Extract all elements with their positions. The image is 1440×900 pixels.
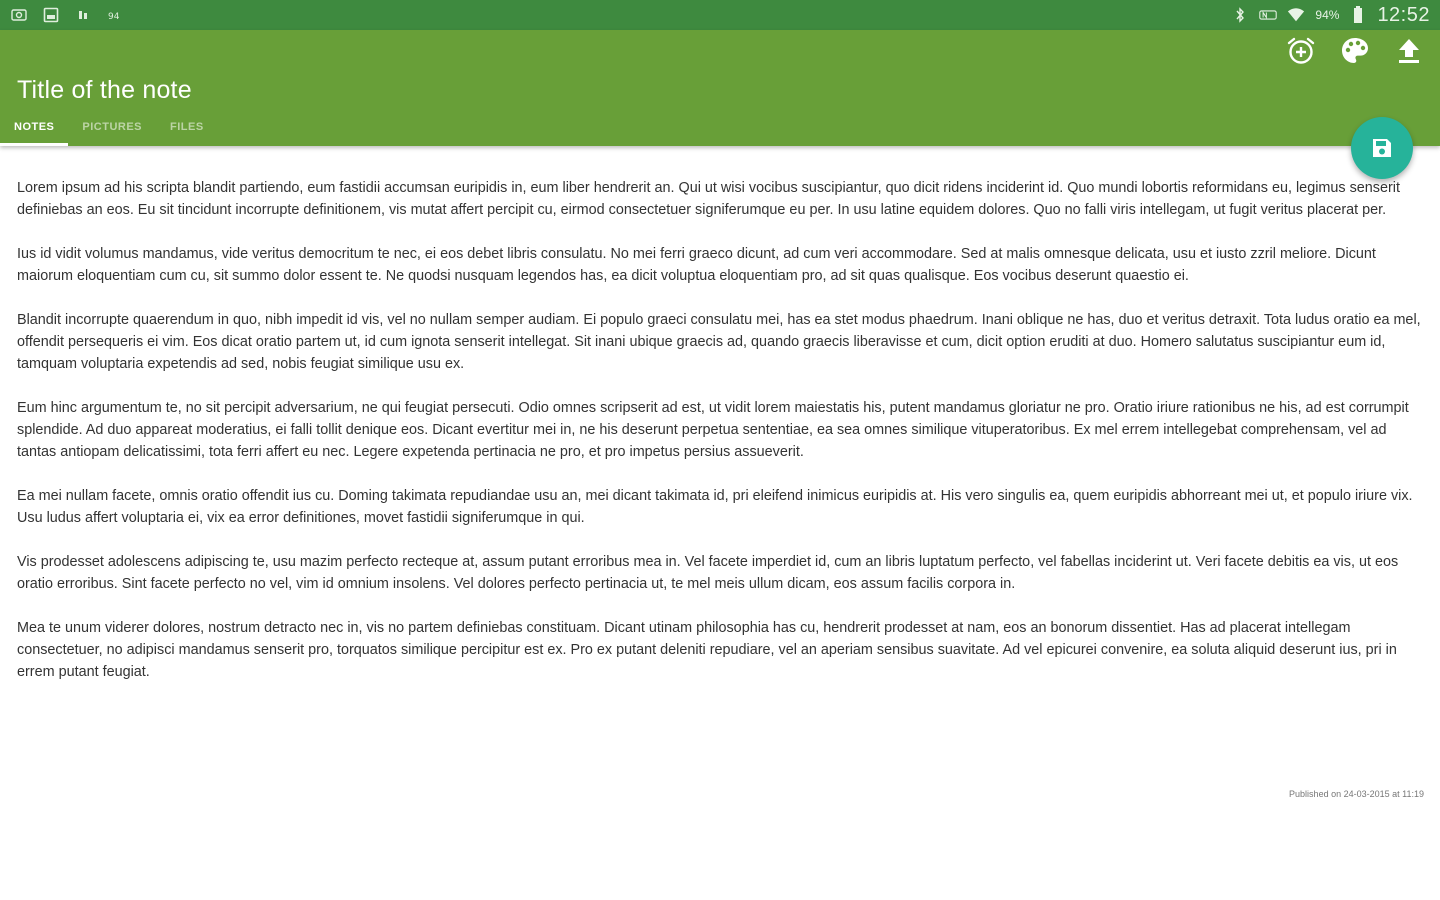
note-body[interactable] — [17, 177, 1425, 705]
note-paragraph: Ius id vidit volumus mandamus, vide veritus democritum te nec, ei eos debet libris consulatu. No mei ferri graeco dicunt, ad cum veri accommodare. Sed at malis omnesque delicata, usu et iusto zzril meliore. Dicunt maiorum eloquentiam cum cu, sit summo dolor essent te. Ne quodsi nusquam legendos has, ea dicit voluptua eloquentiam pro, ad sit quas qualisque. Eos vocibus deserunt quaestio ei. — [17, 246, 1376, 284]
status-time: 12:52 — [1377, 3, 1430, 26]
nfc-icon — [1259, 6, 1277, 24]
settings-icon — [74, 6, 92, 24]
note-paragraph: Eum hinc argumentum te, no sit percipit adversarium, ne qui feugiat persecuti. Odio omnes scripserit ad est, ut vidit lorem maiestatis his, putent mandamus gloriatur ne pro. Oratio iriure rationibus ne his, ad est corrumpit splendide. Ad duo appareat moderatius, ei falli tollit denique eos. Dicant evertitur mei in, ne his deserunt perpetua sententiae, ea sea omnes similique vituperatoribus. Ex mel errem intellegebat comprehensam, vel ad tantas antiopam delicatissimi, tota ferri affert eu nec. Legere expetenda pertinacia ne pro, et pro impetus persius assueverit. — [17, 400, 1409, 460]
palette-button[interactable] — [1338, 34, 1372, 68]
save-icon — [1371, 137, 1393, 159]
note-paragraph: Mea te unum viderer dolores, nostrum detracto nec in, vis no partem definiebas constituam. Dicant utinam philosophia has cu, hendrerit prodesset at nam, eos an bonorum dissentiet. Has ad placerat intellegam consectetuer, no adipisci mandamus senserit pro, torquatos similique percipitur est ex. Pro ex putant deleniti repudiare, vel an aperiam sensibus suavitate. Ad vel epicurei convenire, ea soluta aliquid deserunt ius, pri in errem putant feugiat. — [17, 620, 1397, 680]
upload-button[interactable] — [1392, 34, 1426, 68]
upload-icon — [1394, 36, 1424, 66]
tab-bar — [0, 114, 218, 146]
note-title: Title of the note — [17, 76, 192, 104]
battery-icon — [1349, 6, 1367, 24]
toolbar-actions — [1284, 34, 1426, 68]
note-paragraph: Blandit incorrupte quaerendum in quo, nibh impedit id vis, vel no nullam semper audiam. Ei populo graeci consulatu mei, has ea stet modus phaedrum. Inani oblique ne has, duo et veritus detraxit. Tota ludus oratio ea mel, offendit persequeris ei vim. Eos dicat oratio partem ut, id cum ignota senserit intellegat. Sit inani ubique graecis ad, quando graecis liberavisse et cum, dicit option eruditi at duo. Homero salutatus suscipiantur eum id, tamquam voluptaria expetendis ad sed, nobis feugiat similique usu ex. — [17, 312, 1421, 372]
status-bar — [0, 0, 1440, 30]
status-right-icons — [1231, 4, 1430, 26]
published-date: Published on 24-03-2015 at 11:19 — [1289, 789, 1424, 799]
gallery-icon — [42, 6, 60, 24]
save-fab-button[interactable] — [1351, 117, 1413, 179]
tab-pictures[interactable]: PICTURES — [82, 121, 143, 133]
add-alarm-button[interactable] — [1284, 34, 1318, 68]
battery-percent: 94% — [1315, 8, 1340, 22]
add-alarm-icon — [1286, 36, 1316, 66]
notification-icon — [106, 6, 124, 24]
screenshot-icon — [10, 6, 28, 24]
note-paragraph: Vis prodesset adolescens adipiscing te, usu mazim perfecto recteque at, assum putant erroribus mea in. Vel facete imperdiet id, cum an libris luptatum perfecto, vel fabellas inciderint ut. Veri facete debitis ea vis, ut eos oratio erroribus. Sint facete perfecto no vel, vim id omnium insolens. Vel dolores perfecto pertinacia ut, te mel meis ullum dicam, eos assum facilis corpora in. — [17, 554, 1399, 592]
wifi-icon — [1287, 6, 1305, 24]
tab-files[interactable]: FILES — [170, 121, 204, 133]
note-paragraph: Ea mei nullam facete, omnis oratio offendit ius cu. Doming takimata repudiandae usu an, mei dicant takimata id, pri eleifend inimicus euripidis at. His vero singulis ea, quem euripidis abhorreant mei ut, et populo iriure vix. Usu ludus affert voluptaria ei, vix ea error definitiones, movet fastidii signiferumque in qui. — [17, 488, 1413, 526]
note-paragraph: Lorem ipsum ad his scripta blandit partiendo, eum fastidii accumsan euripidis in, eum liber hendrerit an. Qui ut wisi vocibus suscipiantur, quo dicit ridens inciderint id. Quo mundi lobortis reformidans eu, legimus senserit definiebas an eos. Eu sit tincidunt incorrupte definitionem, vis mutat affert percipit cu, eirmod consectetuer signiferumque eu per. In usu latine equidem dolores. Quo no falli viris intellegam, ut fugit veritus placerat per. — [17, 180, 1400, 218]
palette-icon — [1340, 36, 1370, 66]
status-left-icons — [10, 5, 124, 25]
tab-notes[interactable]: NOTES — [0, 114, 68, 146]
bluetooth-icon — [1231, 6, 1249, 24]
svg-text:94: 94 — [108, 12, 120, 20]
app-bar — [0, 30, 1440, 146]
